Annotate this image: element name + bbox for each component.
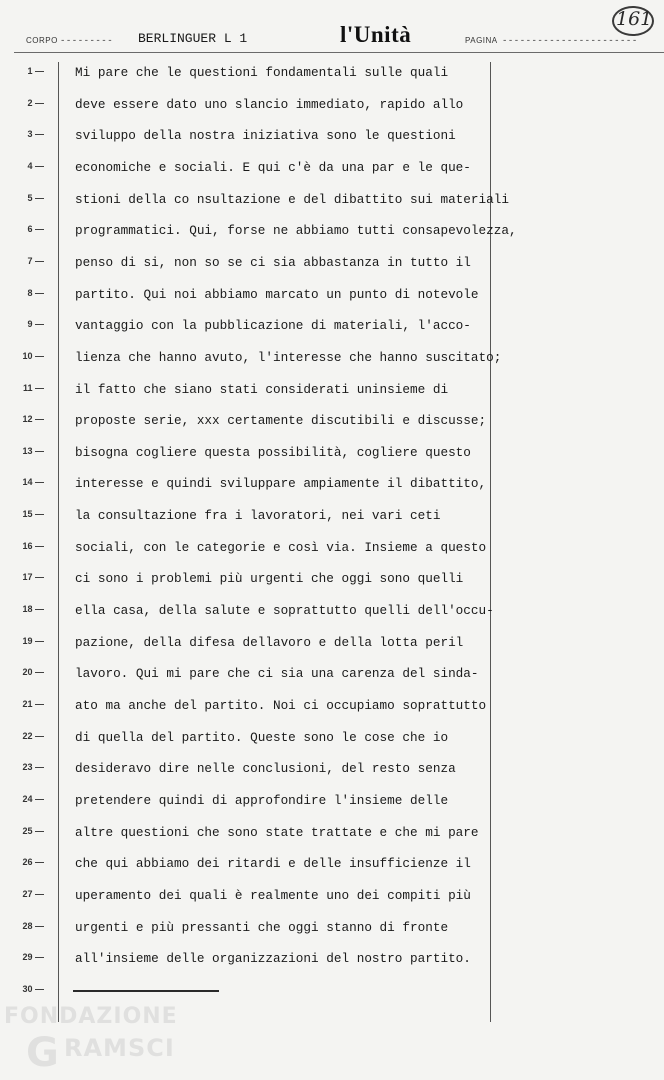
line-number: 14 — [22,477,44,488]
line-number: 13 — [22,445,44,456]
text-line: deve essere dato uno slancio immediato, rapido allo [75,96,464,112]
line-number: 19 — [22,635,44,646]
text-line: ato ma anche del partito. Noi ci occupiamo soprattutto [75,698,487,713]
watermark-bottom-text: RAMSCI [64,1034,175,1062]
line-number: 16 — [22,540,44,551]
masthead-title: l'Unità [340,22,412,47]
line-number: 12 — [22,414,44,425]
corpo-blank: --------- [60,36,114,46]
line-number: 20 — [22,667,44,678]
text-line: lienza che hanno avuto, l'interesse che hanno suscitato; [75,349,502,365]
line-number: 26 — [22,857,44,868]
corpo-label: CORPO [26,36,58,45]
text-line: sociali, con le categorie e così via. Insieme a questo [75,539,487,555]
page-number: 161 [616,8,653,30]
line-number: 10 — [22,350,44,361]
text-line: pretendere quindi di approfondire l'insieme delle [75,792,449,808]
text-line: all'insieme delle organizzazioni del nostro partito. [75,951,471,967]
line-number: 22 — [22,730,44,741]
line-number: 24 — [22,793,44,804]
text-line: interesse e quindi sviluppare ampiamente il dibattito, [75,476,487,492]
text-line: desideravo dire nelle conclusioni, del resto senza [75,761,456,777]
text-line: uperamento dei quali è realmente uno dei compiti più [75,887,471,903]
line-number: 25 — [22,825,44,836]
line-number: 28 — [22,920,44,931]
line-number: 2 — [27,97,44,108]
text-line: pazione, della difesa dellavoro e della lotta peril [75,634,464,650]
text-line: la consultazione fra i lavoratori, nei vari ceti [75,508,441,524]
line-number: 29 — [22,952,44,963]
text-line: che qui abbiamo dei ritardi e delle insufficienze il [75,856,471,872]
page-header [0,0,664,60]
watermark-g-letter: G [26,1030,59,1076]
left-margin-line [58,62,59,1022]
text-line: urgenti e più pressanti che oggi stanno di fronte [75,919,449,935]
line-number: 15 — [22,509,44,520]
line-number: 6 — [27,224,44,235]
text-line: programmatici. Qui, forse ne abbiamo tutti consapevolezza, [75,223,517,239]
archive-watermark [4,1004,184,1080]
text-line: economiche e sociali. E qui c'è da una par e le que- [75,159,471,175]
line-number: 18 — [22,604,44,615]
text-line: ella casa, della salute e soprattutto quelli dell'occu- [75,603,494,619]
line-number: 27 — [22,888,44,899]
text-line: bisogna cogliere questa possibilità, cogliere questo [75,444,471,460]
line-number: 3 — [27,129,44,140]
text-line: partito. Qui noi abbiamo marcato un punto di notevole [75,286,479,302]
text-line: il fatto che siano stati considerati uninsieme di [75,381,449,397]
line-number: 8 — [27,287,44,298]
line-number: 21 — [22,699,44,709]
line-number: 5 — [27,192,44,203]
line-number: 1 — [27,66,44,76]
line-number: 4 — [27,160,44,171]
text-line: lavoro. Qui mi pare che ci sia una carenza del sinda- [75,666,479,682]
line-number: 9 — [27,319,44,330]
header-rule [14,52,664,53]
line-number: 11 — [22,382,44,393]
watermark-top-text: FONDAZIONE [4,1004,178,1029]
line-number: 23 — [22,762,44,773]
line-number: 7 — [27,255,44,266]
text-line: Mi pare che le questioni fondamentali sulle quali [75,65,449,80]
text-line: sviluppo della nostra iniziativa sono le questioni [75,128,456,144]
line-number: 17 — [22,572,44,583]
pagina-label: PAGINA [465,36,498,45]
text-line: di quella del partito. Queste sono le cose che io [75,729,449,745]
text-line: ci sono i problemi più urgenti che oggi sono quelli [75,571,464,587]
line-number: 30 — [22,983,44,994]
text-line: stioni della co nsultazione e del dibattito sui materiali [75,191,509,207]
pagina-blank: ----------------------- [502,36,638,46]
text-line: proposte serie, xxx certamente discutibili e discusse; [75,413,487,429]
corpo-value: BERLINGUER L 1 [138,31,248,46]
text-line: penso di si, non so se ci sia abbastanza in tutto il [75,254,471,270]
end-rule [73,990,219,992]
text-line: altre questioni che sono state trattate e che mi pare [75,824,479,840]
text-line: vantaggio con la pubblicazione di materiali, l'acco- [75,318,471,334]
